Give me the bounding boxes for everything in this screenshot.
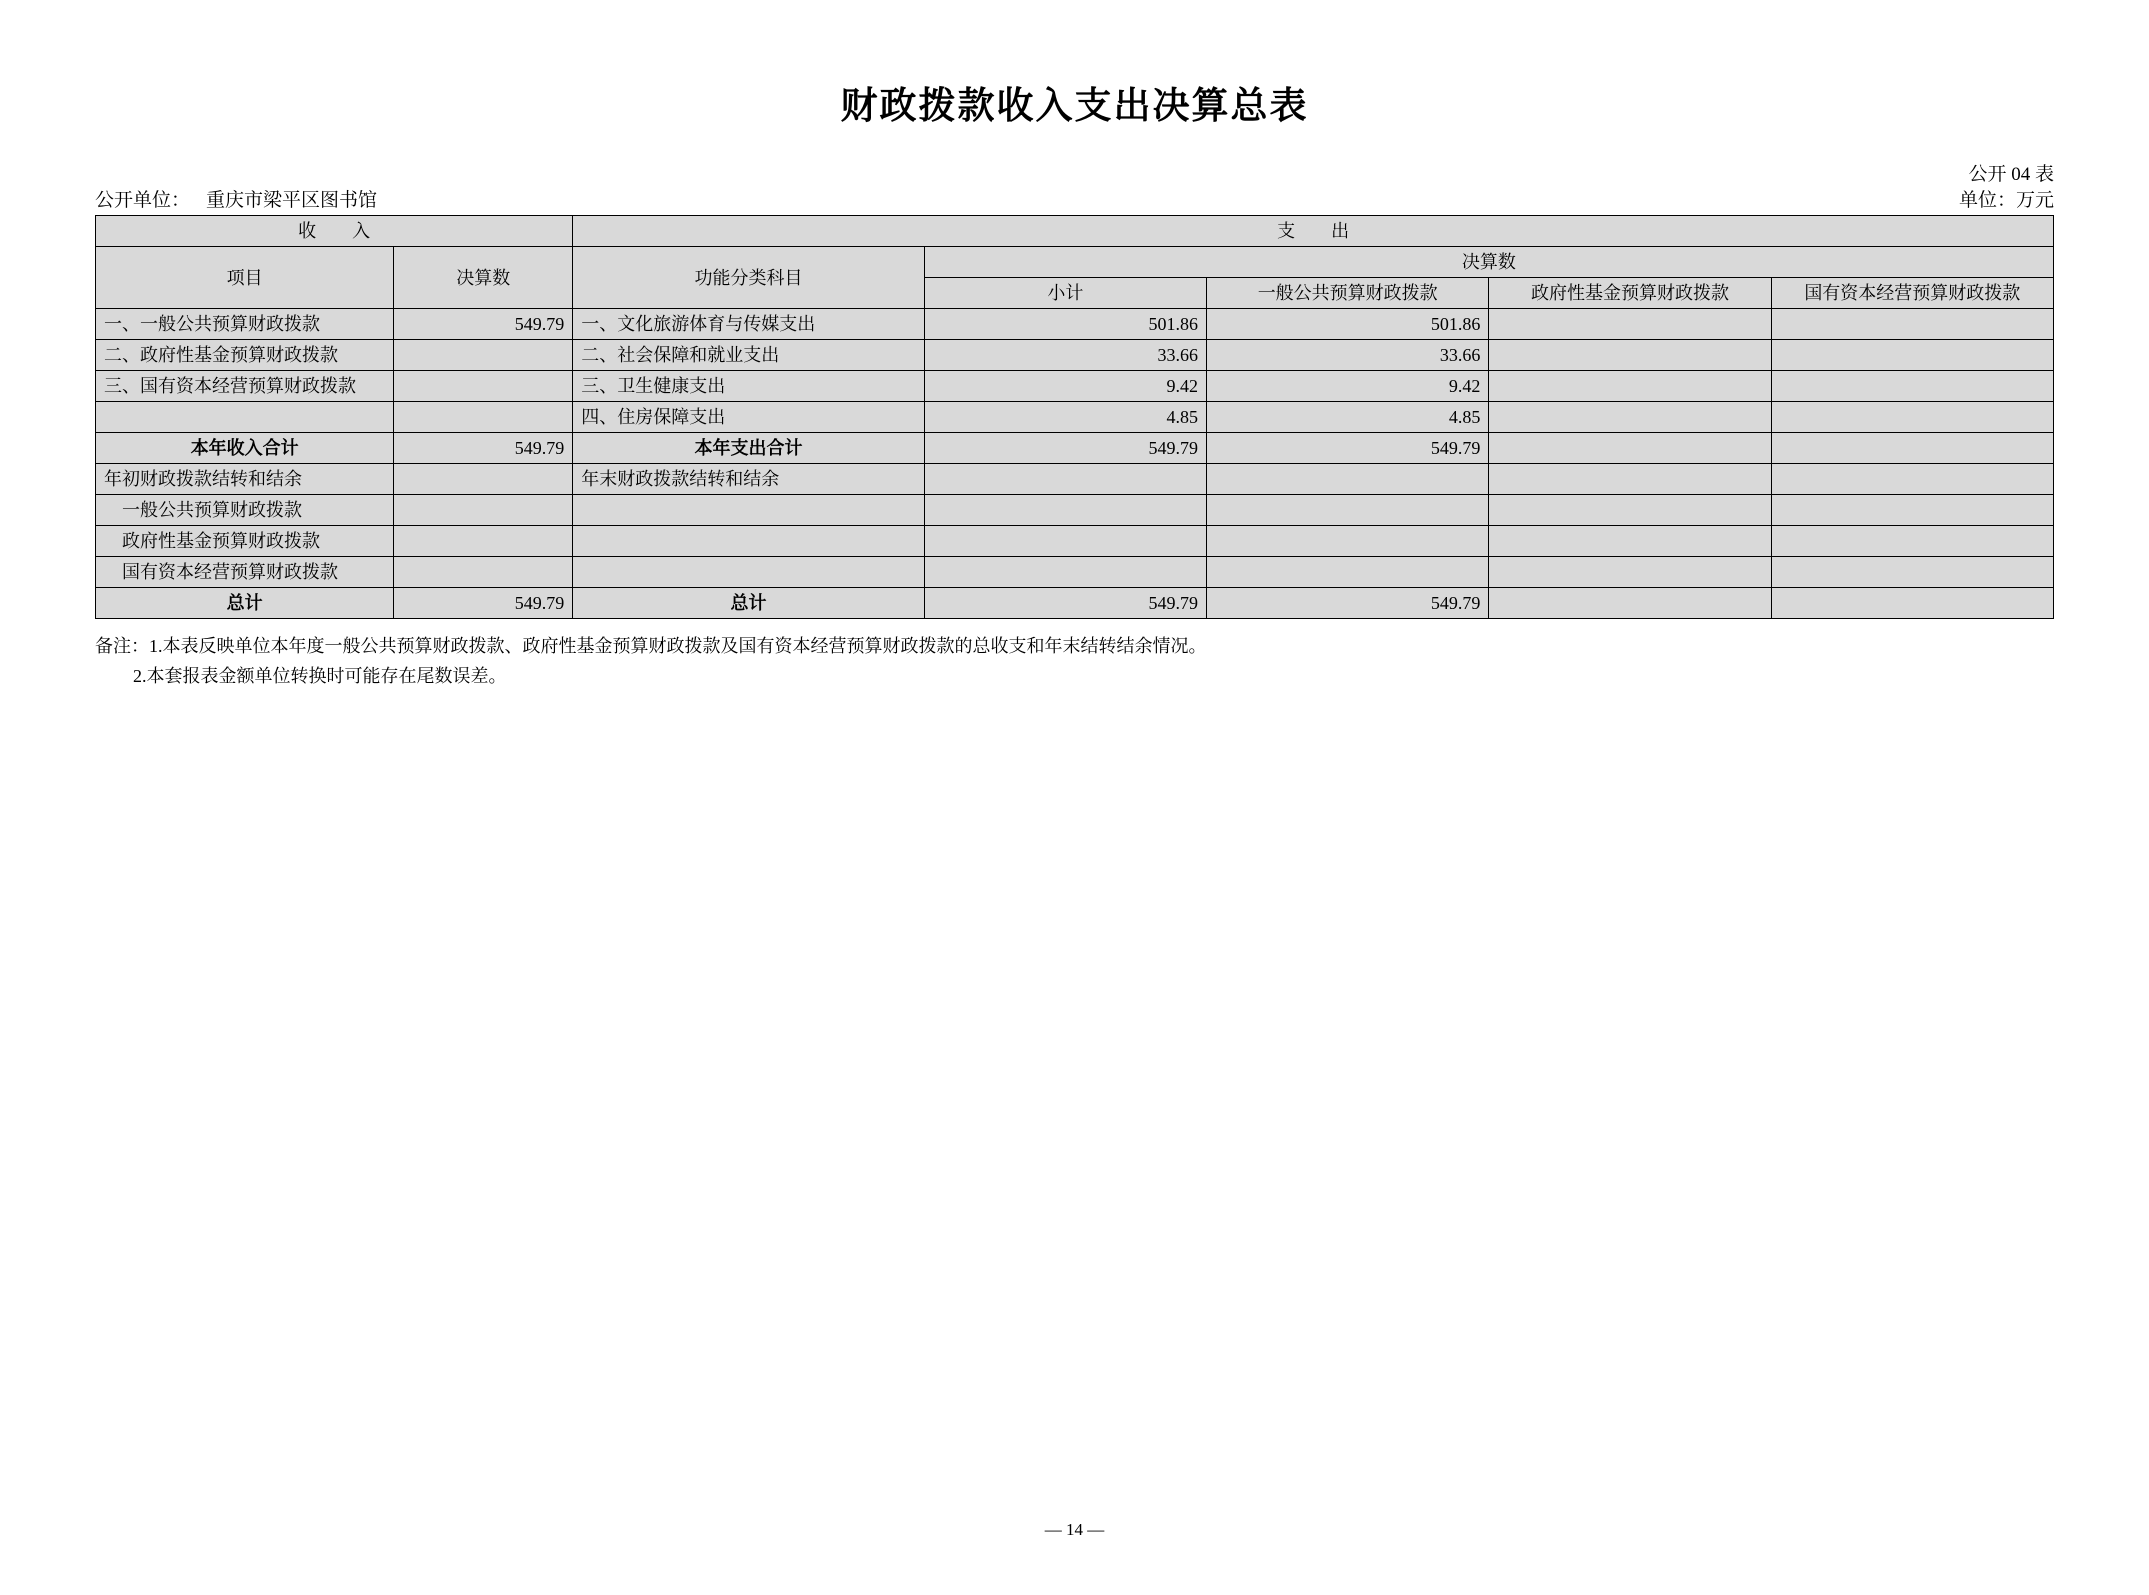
expense-gov-fund [1489,464,1771,495]
expense-label: 四、住房保障支出 [573,402,925,433]
expense-general-public: 9.42 [1207,371,1489,402]
header-income-final: 决算数 [394,247,573,309]
table-header-row-1 [96,247,2054,278]
table-row [96,526,2054,557]
expense-state-capital [1771,526,2053,557]
expense-gov-fund [1489,340,1771,371]
expense-general-public [1207,557,1489,588]
table-row [96,340,2054,371]
income-value [394,495,573,526]
expense-state-capital [1771,495,2053,526]
header-subtotal: 小计 [924,278,1206,309]
expense-label [573,557,925,588]
group-header-expense: 支 出 [573,216,2054,247]
income-label: 本年收入合计 [96,433,394,464]
discloser-label: 公开单位： [95,190,191,211]
income-value: 549.79 [394,588,573,619]
expense-label: 三、卫生健康支出 [573,371,925,402]
expense-subtotal: 9.42 [924,371,1206,402]
header-gov-fund: 政府性基金预算财政拨款 [1489,278,1771,309]
expense-general-public: 501.86 [1207,309,1489,340]
expense-label: 二、社会保障和就业支出 [573,340,925,371]
income-value [394,371,573,402]
income-label: 一般公共预算财政拨款 [96,495,394,526]
expense-general-public: 549.79 [1207,588,1489,619]
expense-subtotal: 4.85 [924,402,1206,433]
table-row [96,495,2054,526]
expense-subtotal [924,557,1206,588]
income-value [394,464,573,495]
expense-gov-fund [1489,433,1771,464]
discloser-name: 重庆市梁平区图书馆 [206,190,378,211]
income-value [394,402,573,433]
expense-subtotal [924,495,1206,526]
expense-state-capital [1771,557,2053,588]
expense-gov-fund [1489,495,1771,526]
group-header-income: 收 入 [96,216,573,247]
expense-label: 年末财政拨款结转和结余 [573,464,925,495]
expense-gov-fund [1489,371,1771,402]
income-value: 549.79 [394,433,573,464]
expense-gov-fund [1489,402,1771,433]
header-expense-final: 决算数 [924,247,2053,278]
expense-label [573,526,925,557]
income-value [394,557,573,588]
expense-subtotal: 33.66 [924,340,1206,371]
income-label: 政府性基金预算财政拨款 [96,526,394,557]
income-label: 国有资本经营预算财政拨款 [96,557,394,588]
expense-gov-fund [1489,309,1771,340]
expense-state-capital [1771,402,2053,433]
expense-state-capital [1771,340,2053,371]
expense-general-public: 33.66 [1207,340,1489,371]
income-value [394,340,573,371]
header-general-public: 一般公共预算财政拨款 [1207,278,1489,309]
expense-general-public [1207,495,1489,526]
table-row-total-year [96,433,2054,464]
income-label: 三、国有资本经营预算财政拨款 [96,371,394,402]
header-state-capital: 国有资本经营预算财政拨款 [1771,278,2053,309]
table-row [96,371,2054,402]
note-line-1: 备注：1.本表反映单位本年度一般公共预算财政拨款、政府性基金预算财政拨款及国有资本经营预算财政拨款的总收支和年末结转结余情况。 [95,636,1207,656]
expense-label: 一、文化旅游体育与传媒支出 [573,309,925,340]
income-label [96,402,394,433]
expense-general-public [1207,464,1489,495]
note-line-2: 2.本套报表金额单位转换时可能存在尾数误差。 [133,666,507,686]
expense-state-capital [1771,464,2053,495]
income-label: 总计 [96,588,394,619]
income-value [394,526,573,557]
page-title: 财政拨款收入支出决算总表 [840,85,1309,126]
discloser-line [95,188,377,214]
document-meta [95,162,2054,211]
expense-label: 本年支出合计 [573,433,925,464]
expense-state-capital [1771,371,2053,402]
table-row [96,402,2054,433]
table-notes [95,631,2054,691]
expense-general-public: 549.79 [1207,433,1489,464]
expense-subtotal: 549.79 [924,433,1206,464]
expense-gov-fund [1489,588,1771,619]
expense-gov-fund [1489,557,1771,588]
page-number: — 14 — [1044,1520,1105,1539]
expense-general-public [1207,526,1489,557]
meta-right-block [1959,162,2054,214]
income-value: 549.79 [394,309,573,340]
expense-general-public: 4.85 [1207,402,1489,433]
income-label: 二、政府性基金预算财政拨款 [96,340,394,371]
table-group-header-row [96,216,2054,247]
form-number: 公开 04 表 [1968,164,2054,185]
expense-state-capital [1771,588,2053,619]
income-label: 年初财政拨款结转和结余 [96,464,394,495]
expense-subtotal: 501.86 [924,309,1206,340]
table-row [96,309,2054,340]
expense-label [573,495,925,526]
header-income-item: 项目 [96,247,394,309]
expense-gov-fund [1489,526,1771,557]
document-page [0,75,2149,1595]
expense-state-capital [1771,433,2053,464]
expense-label: 总计 [573,588,925,619]
expense-subtotal [924,526,1206,557]
header-function-subject: 功能分类科目 [573,247,925,309]
unit-of-measure: 单位：万元 [1958,190,2054,211]
table-row-grand-total [96,588,2054,619]
budget-table [95,215,2054,619]
expense-subtotal [924,464,1206,495]
expense-state-capital [1771,309,2053,340]
income-label: 一、一般公共预算财政拨款 [96,309,394,340]
expense-subtotal: 549.79 [924,588,1206,619]
table-row [96,464,2054,495]
table-row [96,557,2054,588]
